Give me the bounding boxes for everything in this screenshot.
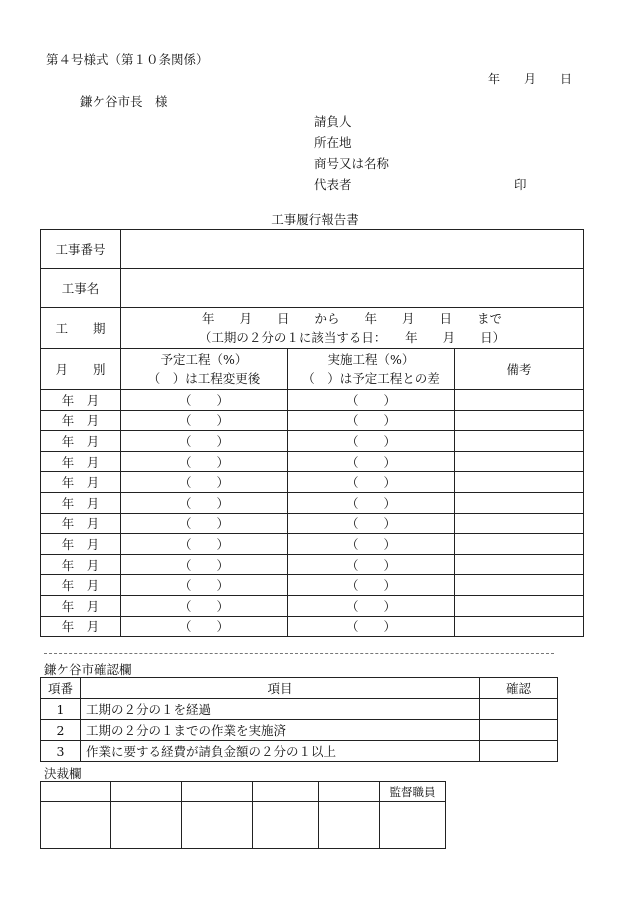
planned-progress-label: 予定工程（%） [160,352,248,367]
month-cell[interactable]: 年 月 [41,554,121,575]
planned-progress-cell[interactable]: （ ） [121,472,288,493]
planned-progress-cell[interactable]: （ ） [121,534,288,555]
planned-progress-cell[interactable]: （ ） [121,451,288,472]
period-range: 年 月 日 から 年 月 日 まで [202,311,503,326]
confirmation-row-no: 2 [41,720,81,741]
decision-stamp-cell[interactable] [41,802,111,849]
confirmation-row [41,741,558,762]
construction-number-row [41,230,584,269]
dashed-divider [44,653,554,654]
actual-progress-note: （ ）は予定工程との差 [302,371,440,386]
confirmation-row-item: 工期の２分の１までの作業を実施済 [81,720,480,741]
planned-progress-header [121,349,288,390]
month-cell[interactable]: 年 月 [41,472,121,493]
confirmation-row-no: 3 [41,741,81,762]
decision-stamp-row [41,802,446,849]
confirmation-check-cell[interactable] [480,699,558,720]
month-cell[interactable]: 年 月 [41,534,121,555]
contractor-role: 請負人 [314,114,352,129]
confirmation-no-header: 項番 [41,678,81,699]
report-title: 工事履行報告書 [271,212,359,227]
period-field[interactable] [121,308,584,349]
monthly-row [41,534,584,555]
confirmation-item-header: 項目 [81,678,480,699]
month-cell[interactable]: 年 月 [41,616,121,637]
month-cell[interactable]: 年 月 [41,575,121,596]
supervisor-stamp-cell[interactable] [380,802,446,849]
decision-header-cell [41,782,111,802]
actual-progress-cell[interactable]: （ ） [288,410,455,431]
contractor-address-label: 所在地 [314,135,352,150]
supervisor-header: 監督職員 [380,782,446,802]
planned-progress-note: （ ）は工程変更後 [147,371,261,386]
decision-header-cell [111,782,182,802]
contractor-representative-row [314,174,534,195]
month-header: 月 別 [41,349,121,390]
monthly-row [41,390,584,411]
monthly-row [41,451,584,472]
decision-stamp-cell[interactable] [182,802,253,849]
confirmation-row [41,699,558,720]
actual-progress-cell[interactable]: （ ） [288,616,455,637]
contractor-trade-name-label: 商号又は名称 [314,156,390,171]
remarks-cell[interactable] [455,554,584,575]
period-label: 工 期 [41,308,121,349]
header-row [41,349,584,390]
remarks-cell[interactable] [455,534,584,555]
month-cell[interactable]: 年 月 [41,595,121,616]
monthly-row [41,616,584,637]
actual-progress-cell[interactable]: （ ） [288,451,455,472]
actual-progress-cell[interactable]: （ ） [288,534,455,555]
actual-progress-cell[interactable]: （ ） [288,554,455,575]
remarks-cell[interactable] [455,431,584,452]
planned-progress-cell[interactable]: （ ） [121,492,288,513]
addressee: 鎌ケ谷市長 様 [80,94,168,109]
actual-progress-cell[interactable]: （ ） [288,513,455,534]
period-half-date: （工期の２分の１に該当する日： 年 月 日） [198,330,506,345]
confirmation-check-header: 確認 [480,678,558,699]
progress-report-table [40,229,584,637]
decision-header-cell [253,782,319,802]
monthly-row [41,575,584,596]
construction-name-row [41,269,584,308]
planned-progress-cell[interactable]: （ ） [121,554,288,575]
remarks-cell[interactable] [455,390,584,411]
monthly-row [41,472,584,493]
actual-progress-cell[interactable]: （ ） [288,390,455,411]
remarks-cell[interactable] [455,492,584,513]
planned-progress-cell[interactable]: （ ） [121,390,288,411]
month-cell[interactable]: 年 月 [41,390,121,411]
confirmation-section-title: 鎌ケ谷市確認欄 [44,662,132,677]
planned-progress-cell[interactable]: （ ） [121,616,288,637]
remarks-cell[interactable] [455,575,584,596]
actual-progress-cell[interactable]: （ ） [288,431,455,452]
contractor-block [314,111,534,195]
month-cell[interactable]: 年 月 [41,431,121,452]
month-cell[interactable]: 年 月 [41,451,121,472]
construction-name-label: 工事名 [41,269,121,308]
confirmation-check-cell[interactable] [480,741,558,762]
decision-header-row [41,782,446,802]
monthly-row [41,410,584,431]
remarks-cell[interactable] [455,472,584,493]
period-row [41,308,584,349]
monthly-row [41,492,584,513]
decision-section-title: 決裁欄 [44,766,82,781]
planned-progress-cell[interactable]: （ ） [121,575,288,596]
remarks-cell[interactable] [455,513,584,534]
decision-stamp-cell[interactable] [253,802,319,849]
actual-progress-cell[interactable]: （ ） [288,492,455,513]
confirmation-row-no: 1 [41,699,81,720]
decision-header-cell [319,782,380,802]
date-line: 年 月 日 [488,72,573,86]
actual-progress-cell[interactable]: （ ） [288,472,455,493]
decision-header-cell [182,782,253,802]
confirmation-row-item: 作業に要する経費が請負金額の２分の１以上 [81,741,480,762]
actual-progress-label: 実施工程（%） [327,352,415,367]
planned-progress-cell[interactable]: （ ） [121,595,288,616]
confirmation-check-cell[interactable] [480,720,558,741]
actual-progress-cell[interactable]: （ ） [288,595,455,616]
monthly-row [41,554,584,575]
decision-stamp-cell[interactable] [319,802,380,849]
confirmation-row-item: 工期の２分の１を経過 [81,699,480,720]
construction-name-field[interactable] [121,269,584,308]
month-cell[interactable]: 年 月 [41,410,121,431]
planned-progress-cell[interactable]: （ ） [121,410,288,431]
remarks-header: 備考 [455,349,584,390]
form-number: 第４号様式（第１０条関係） [46,52,209,67]
remarks-cell[interactable] [455,616,584,637]
month-cell[interactable]: 年 月 [41,513,121,534]
decision-stamp-cell[interactable] [111,802,182,849]
remarks-cell[interactable] [455,410,584,431]
remarks-cell[interactable] [455,451,584,472]
construction-number-label: 工事番号 [41,230,121,269]
monthly-row [41,513,584,534]
monthly-row [41,595,584,616]
monthly-row [41,431,584,452]
decision-table [40,781,446,849]
actual-progress-cell[interactable]: （ ） [288,575,455,596]
month-cell[interactable]: 年 月 [41,492,121,513]
contractor-representative-label: 代表者 [314,177,352,192]
construction-number-field[interactable] [121,230,584,269]
confirmation-table [40,677,558,762]
confirmation-header-row [41,678,558,699]
remarks-cell[interactable] [455,595,584,616]
actual-progress-header [288,349,455,390]
seal-mark: 印 [514,177,527,192]
planned-progress-cell[interactable]: （ ） [121,513,288,534]
planned-progress-cell[interactable]: （ ） [121,431,288,452]
confirmation-row [41,720,558,741]
